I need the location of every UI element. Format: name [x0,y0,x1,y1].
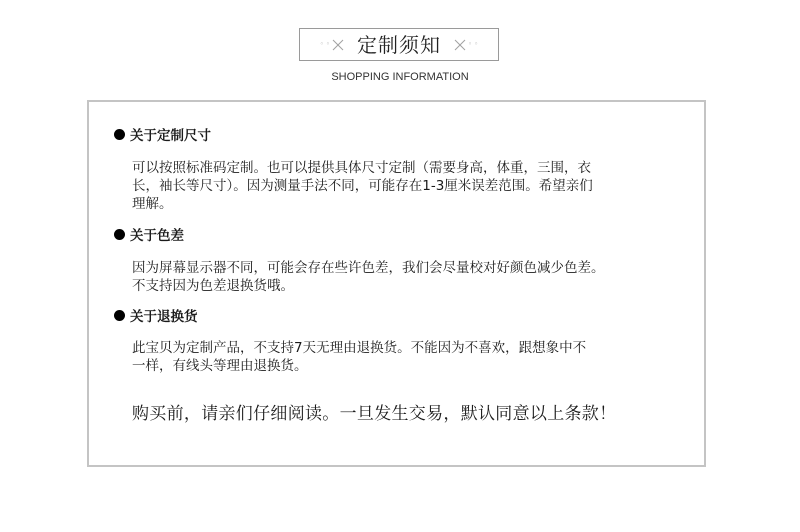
purchase-notice: 购买前，请亲们仔细阅读。一旦发生交易，默认同意以上条款！ [132,404,617,424]
section-body-size: 可以按照标准码定制。也可以提供具体尺寸定制（需要身高，体重，三围，衣 长，袖长等尺寸）。因为测量手法不同，可能存在1-3厘米误差范围。希望亲们 理解。 [132,160,593,212]
bullet-dot-icon [114,229,125,240]
section-heading-label: 关于退换货 [130,309,198,325]
section-heading-color [114,224,184,244]
section-heading-label: 关于定制尺寸 [130,128,211,144]
page-title: 定制须知 [357,32,441,57]
bullet-dot-icon [114,129,125,140]
dot-icon: ◦ [319,40,324,48]
dot-icon: ◦ [325,40,330,48]
cross-ornament-icon [453,39,467,51]
section-body-color: 因为屏幕显示器不同，可能会存在些许色差，我们会尽量校对好颜色减少色差。 不支持因为色差退换货哦。 [132,260,605,294]
section-heading-size [114,124,211,144]
section-heading-label: 关于色差 [130,228,184,244]
section-heading-returns [114,305,198,325]
section-body-returns: 此宝贝为定制产品，不支持7天无理由退换货。不能因为不喜欢，跟想象中不 一样，有线头等理由退换货。 [132,340,587,374]
dot-icon: ◦ [474,40,479,48]
info-panel [87,100,706,467]
title-box [299,28,499,61]
cross-ornament-icon [331,39,345,51]
right-ornament [453,39,479,51]
dot-icon: ◦ [468,40,473,48]
bullet-dot-icon [114,310,125,321]
left-ornament [319,39,345,51]
page-subtitle: SHOPPING INFORMATION [331,71,469,83]
